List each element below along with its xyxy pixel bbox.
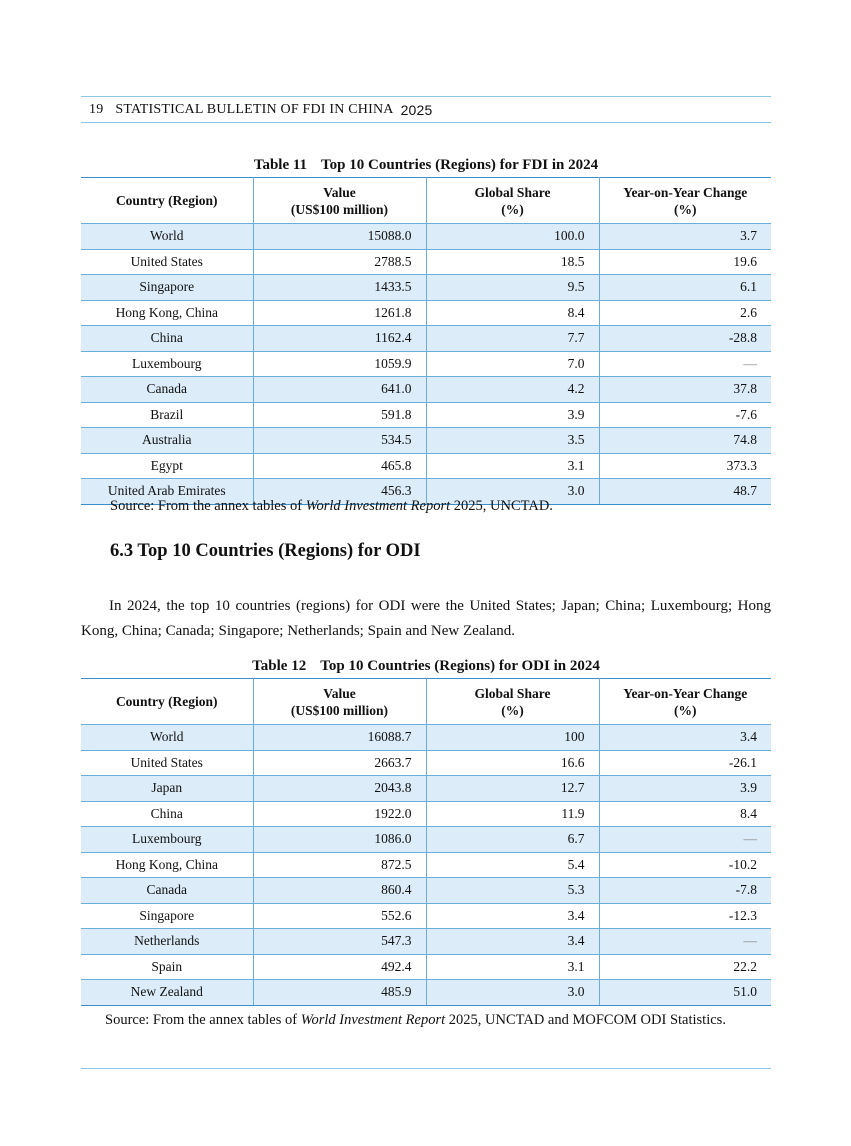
- section-heading: 6.3 Top 10 Countries (Regions) for ODI: [110, 541, 421, 561]
- col-yoy-line2: (%): [674, 702, 697, 718]
- table11-col-value: [253, 178, 426, 224]
- share-cell: 5.3: [426, 878, 599, 904]
- share-cell: 3.1: [426, 453, 599, 479]
- table12-source: [105, 1012, 726, 1029]
- share-cell: 8.4: [426, 300, 599, 326]
- yoy-cell: -26.1: [599, 750, 771, 776]
- table-row: [81, 903, 771, 929]
- table-row: [81, 929, 771, 955]
- share-cell: 5.4: [426, 852, 599, 878]
- source-report-title: World Investment Report: [300, 1012, 446, 1028]
- country-cell: Japan: [81, 776, 253, 802]
- yoy-cell: -7.8: [599, 878, 771, 904]
- value-cell: 15088.0: [253, 224, 426, 250]
- yoy-cell: 74.8: [599, 428, 771, 454]
- value-cell: 1059.9: [253, 351, 426, 377]
- table11-source: [110, 498, 553, 515]
- share-cell: 11.9: [426, 801, 599, 827]
- col-share-line2: (%): [501, 201, 524, 217]
- col-share-line1: Global Share: [474, 685, 551, 701]
- table-row: [81, 326, 771, 352]
- country-cell: United States: [81, 249, 253, 275]
- table-row: [81, 878, 771, 904]
- yoy-cell: 22.2: [599, 954, 771, 980]
- value-cell: 534.5: [253, 428, 426, 454]
- table-row: [81, 776, 771, 802]
- share-cell: 12.7: [426, 776, 599, 802]
- table12-col-country: Country (Region): [81, 679, 253, 725]
- bulletin-title: STATISTICAL BULLETIN OF FDI IN CHINA: [115, 101, 394, 117]
- col-value-line2: (US$100 million): [290, 702, 389, 718]
- col-yoy-line1: Year-on-Year Change: [623, 685, 748, 701]
- share-cell: 100.0: [426, 224, 599, 250]
- country-cell: Canada: [81, 878, 253, 904]
- section-paragraph: In 2024, the top 10 countries (regions) for ODI were the United States; Japan; China; Luxembourg; Hong Kong, China; Canada; Singapore; Netherlands; Spain and New Zealand.: [81, 598, 771, 639]
- table-row: [81, 224, 771, 250]
- table12-title: Top 10 Countries (Regions) for ODI in 2024: [320, 658, 600, 674]
- country-cell: China: [81, 801, 253, 827]
- country-cell: Luxembourg: [81, 351, 253, 377]
- country-cell: United Arab Emirates: [81, 479, 253, 505]
- share-cell: 3.5: [426, 428, 599, 454]
- yoy-cell: -28.8: [599, 326, 771, 352]
- table12-col-value: [253, 679, 426, 725]
- country-cell: Hong Kong, China: [81, 300, 253, 326]
- bulletin-year: 2025: [400, 101, 433, 118]
- table-row: [81, 750, 771, 776]
- table11: [81, 177, 771, 505]
- share-cell: 100: [426, 725, 599, 751]
- share-cell: 3.9: [426, 402, 599, 428]
- table-row: [81, 827, 771, 853]
- table11-caption: [81, 157, 771, 174]
- country-cell: New Zealand: [81, 980, 253, 1006]
- value-cell: 16088.7: [253, 725, 426, 751]
- yoy-cell: -10.2: [599, 852, 771, 878]
- country-cell: Canada: [81, 377, 253, 403]
- table-row: [81, 275, 771, 301]
- value-cell: 1162.4: [253, 326, 426, 352]
- table11-col-yoy: [599, 178, 771, 224]
- country-cell: Spain: [81, 954, 253, 980]
- yoy-cell: 6.1: [599, 275, 771, 301]
- value-cell: 456.3: [253, 479, 426, 505]
- value-cell: 2043.8: [253, 776, 426, 802]
- table12: [81, 678, 771, 1006]
- value-cell: 860.4: [253, 878, 426, 904]
- yoy-cell: —: [599, 929, 771, 955]
- table12-col-share: [426, 679, 599, 725]
- country-cell: Brazil: [81, 402, 253, 428]
- value-cell: 465.8: [253, 453, 426, 479]
- value-cell: 1261.8: [253, 300, 426, 326]
- col-share-line2: (%): [501, 702, 524, 718]
- table11-col-share: [426, 178, 599, 224]
- country-cell: Egypt: [81, 453, 253, 479]
- share-cell: 7.0: [426, 351, 599, 377]
- col-yoy-line2: (%): [674, 201, 697, 217]
- share-cell: 3.4: [426, 903, 599, 929]
- yoy-cell: -7.6: [599, 402, 771, 428]
- value-cell: 1086.0: [253, 827, 426, 853]
- yoy-cell: 19.6: [599, 249, 771, 275]
- source-prefix: Source: From the annex tables of: [105, 1012, 301, 1028]
- yoy-cell: 3.9: [599, 776, 771, 802]
- share-cell: 4.2: [426, 377, 599, 403]
- col-yoy-line1: Year-on-Year Change: [623, 184, 748, 200]
- share-cell: 3.1: [426, 954, 599, 980]
- source-suffix: 2025, UNCTAD.: [450, 498, 553, 514]
- share-cell: 6.7: [426, 827, 599, 853]
- table-row: [81, 453, 771, 479]
- table11-number: Table 11: [253, 157, 308, 173]
- country-cell: Singapore: [81, 275, 253, 301]
- country-cell: Luxembourg: [81, 827, 253, 853]
- table-row: [81, 300, 771, 326]
- col-value-line2: (US$100 million): [290, 201, 389, 217]
- yoy-cell: 51.0: [599, 980, 771, 1006]
- yoy-cell: —: [599, 827, 771, 853]
- yoy-cell: 373.3: [599, 453, 771, 479]
- value-cell: 2663.7: [253, 750, 426, 776]
- country-cell: Singapore: [81, 903, 253, 929]
- table-row: [81, 249, 771, 275]
- col-value-line1: Value: [323, 184, 356, 200]
- country-cell: Australia: [81, 428, 253, 454]
- share-cell: 7.7: [426, 326, 599, 352]
- table-row: [81, 351, 771, 377]
- yoy-cell: 48.7: [599, 479, 771, 505]
- col-value-line1: Value: [323, 685, 356, 701]
- footer-rule: [81, 1068, 771, 1069]
- yoy-cell: —: [599, 351, 771, 377]
- share-cell: 18.5: [426, 249, 599, 275]
- value-cell: 547.3: [253, 929, 426, 955]
- source-prefix: Source: From the annex tables of: [110, 498, 306, 514]
- country-cell: Hong Kong, China: [81, 852, 253, 878]
- yoy-cell: 3.4: [599, 725, 771, 751]
- table12-col-yoy: [599, 679, 771, 725]
- country-cell: China: [81, 326, 253, 352]
- value-cell: 552.6: [253, 903, 426, 929]
- table12-header-row: [81, 679, 771, 725]
- source-suffix: 2025, UNCTAD and MOFCOM ODI Statistics.: [445, 1012, 726, 1028]
- country-cell: World: [81, 224, 253, 250]
- yoy-cell: 8.4: [599, 801, 771, 827]
- share-cell: 3.4: [426, 929, 599, 955]
- country-cell: United States: [81, 750, 253, 776]
- source-report-title: World Investment Report: [305, 498, 451, 514]
- table12-caption: [81, 658, 771, 675]
- value-cell: 1433.5: [253, 275, 426, 301]
- value-cell: 591.8: [253, 402, 426, 428]
- value-cell: 2788.5: [253, 249, 426, 275]
- value-cell: 492.4: [253, 954, 426, 980]
- country-cell: World: [81, 725, 253, 751]
- share-cell: 9.5: [426, 275, 599, 301]
- running-header: [81, 96, 771, 123]
- country-cell: Netherlands: [81, 929, 253, 955]
- table-row: [81, 980, 771, 1006]
- value-cell: 1922.0: [253, 801, 426, 827]
- table11-title: Top 10 Countries (Regions) for FDI in 2024: [321, 157, 599, 173]
- share-cell: 3.0: [426, 479, 599, 505]
- table11-col-country: Country (Region): [81, 178, 253, 224]
- value-cell: 872.5: [253, 852, 426, 878]
- yoy-cell: 3.7: [599, 224, 771, 250]
- table-row: [81, 852, 771, 878]
- value-cell: 641.0: [253, 377, 426, 403]
- table-row: [81, 377, 771, 403]
- table-row: [81, 725, 771, 751]
- share-cell: 16.6: [426, 750, 599, 776]
- value-cell: 485.9: [253, 980, 426, 1006]
- table12-number: Table 12: [252, 658, 307, 674]
- yoy-cell: 37.8: [599, 377, 771, 403]
- table-row: [81, 402, 771, 428]
- share-cell: 3.0: [426, 980, 599, 1006]
- yoy-cell: -12.3: [599, 903, 771, 929]
- col-share-line1: Global Share: [474, 184, 551, 200]
- table-row: [81, 954, 771, 980]
- table11-header-row: [81, 178, 771, 224]
- yoy-cell: 2.6: [599, 300, 771, 326]
- table-row: [81, 801, 771, 827]
- table-row: [81, 428, 771, 454]
- page-number: 19: [89, 101, 104, 117]
